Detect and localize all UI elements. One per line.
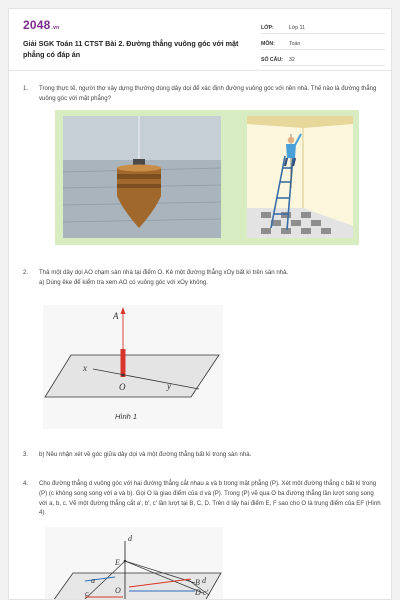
plumb-segment: [121, 349, 126, 377]
question-text: Trong thực tế, người thợ xây dựng thường dùng dây dọi để xác định đường vuông góc với nền nhà. Thế nào là đường thẳng vuông góc với mặt phẳng?: [39, 85, 377, 102]
meta-row-subject: [261, 34, 385, 50]
photo-wall: [63, 116, 221, 160]
label-c-prime: c': [203, 588, 209, 597]
question-number: 1.: [23, 85, 29, 92]
meta-row-count: [261, 50, 385, 66]
point-e: [124, 560, 127, 563]
label-d-point: D: [195, 588, 201, 597]
document-sheet: [8, 8, 392, 600]
plumb-top: [117, 165, 161, 172]
question-1-figure: [55, 110, 359, 245]
question-number: 4.: [23, 480, 29, 487]
figure-4-diagram: [45, 527, 223, 600]
question-number: 3.: [23, 451, 29, 458]
question-text: b) Nêu nhận xét về góc giữa dây dọi và một đường thẳng bất kì trong sàn nhà.: [39, 451, 252, 458]
plumb-band: [117, 174, 161, 179]
meta-value: 32: [289, 57, 295, 63]
document-meta: [261, 18, 385, 66]
label-x: x: [83, 363, 87, 373]
logo-suffix: .vn: [51, 25, 60, 31]
worker-head: [288, 137, 294, 143]
question-1: [23, 84, 383, 104]
question-4: [23, 479, 383, 518]
meta-label: MÔN:: [261, 41, 275, 47]
figure-caption: Hình 1: [115, 412, 138, 421]
worker-body: [286, 144, 296, 158]
question-3: [23, 450, 383, 460]
label-o: O: [119, 382, 126, 392]
label-a: A: [113, 311, 119, 321]
label-a: a: [91, 576, 95, 585]
meta-value: Toán: [289, 41, 301, 47]
document-header: [9, 9, 391, 71]
question-number: 2.: [23, 269, 29, 276]
question-subtext: a) Dùng êke để kiểm tra xem AO có vuông góc với xOy không.: [39, 278, 208, 286]
question-2: [23, 268, 383, 288]
figure-4: [45, 527, 223, 600]
figure-1: [43, 305, 223, 429]
label-e: E: [115, 558, 120, 567]
logo-main: 2048: [23, 18, 51, 32]
label-b: B: [195, 578, 200, 587]
site-logo[interactable]: [23, 18, 59, 32]
question-1-figure-art: [55, 110, 359, 245]
label-c: c: [85, 589, 89, 598]
label-o: O: [115, 586, 121, 595]
figure-1-diagram: [43, 305, 223, 429]
point-o: [122, 374, 125, 377]
question-text: Cho đường thẳng d vuông góc với hai đường thẳng cắt nhau a và b trong mặt phẳng (P). Xét một đường thẳng c bất kì trong (P) (c không song song với a và b). Gọi O là giao điểm của d và (P). Trong (P) vẽ qua O ba đường thẳng lần lượt song song với a, b, c. Vẽ một đường thẳng cắt a', b', c' lần lượt tại B, C, D. Trên d lấy hai điểm E, F sao cho O là trung điểm của EF (Hình 4).: [39, 480, 381, 517]
meta-label: SỐ CÂU:: [261, 57, 283, 63]
meta-row-class: [261, 18, 385, 34]
label-d-small: d: [202, 576, 206, 585]
label-y: y: [167, 381, 171, 391]
document-title: Giải SGK Toán 11 CTST Bài 2. Đường thẳng vuông góc với mặt phẳng có đáp án: [23, 39, 239, 59]
plumb-band: [117, 184, 161, 188]
meta-value: Lớp 11: [289, 25, 305, 31]
question-text: Thả một dây dọi AO chạm sàn nhà tại điểm O. Kẻ một đường thẳng xOy bất kì trên sàn nhà.: [39, 269, 289, 276]
arrow-up: [121, 307, 126, 314]
label-d: d: [128, 534, 132, 543]
meta-label: LỚP:: [261, 25, 274, 31]
